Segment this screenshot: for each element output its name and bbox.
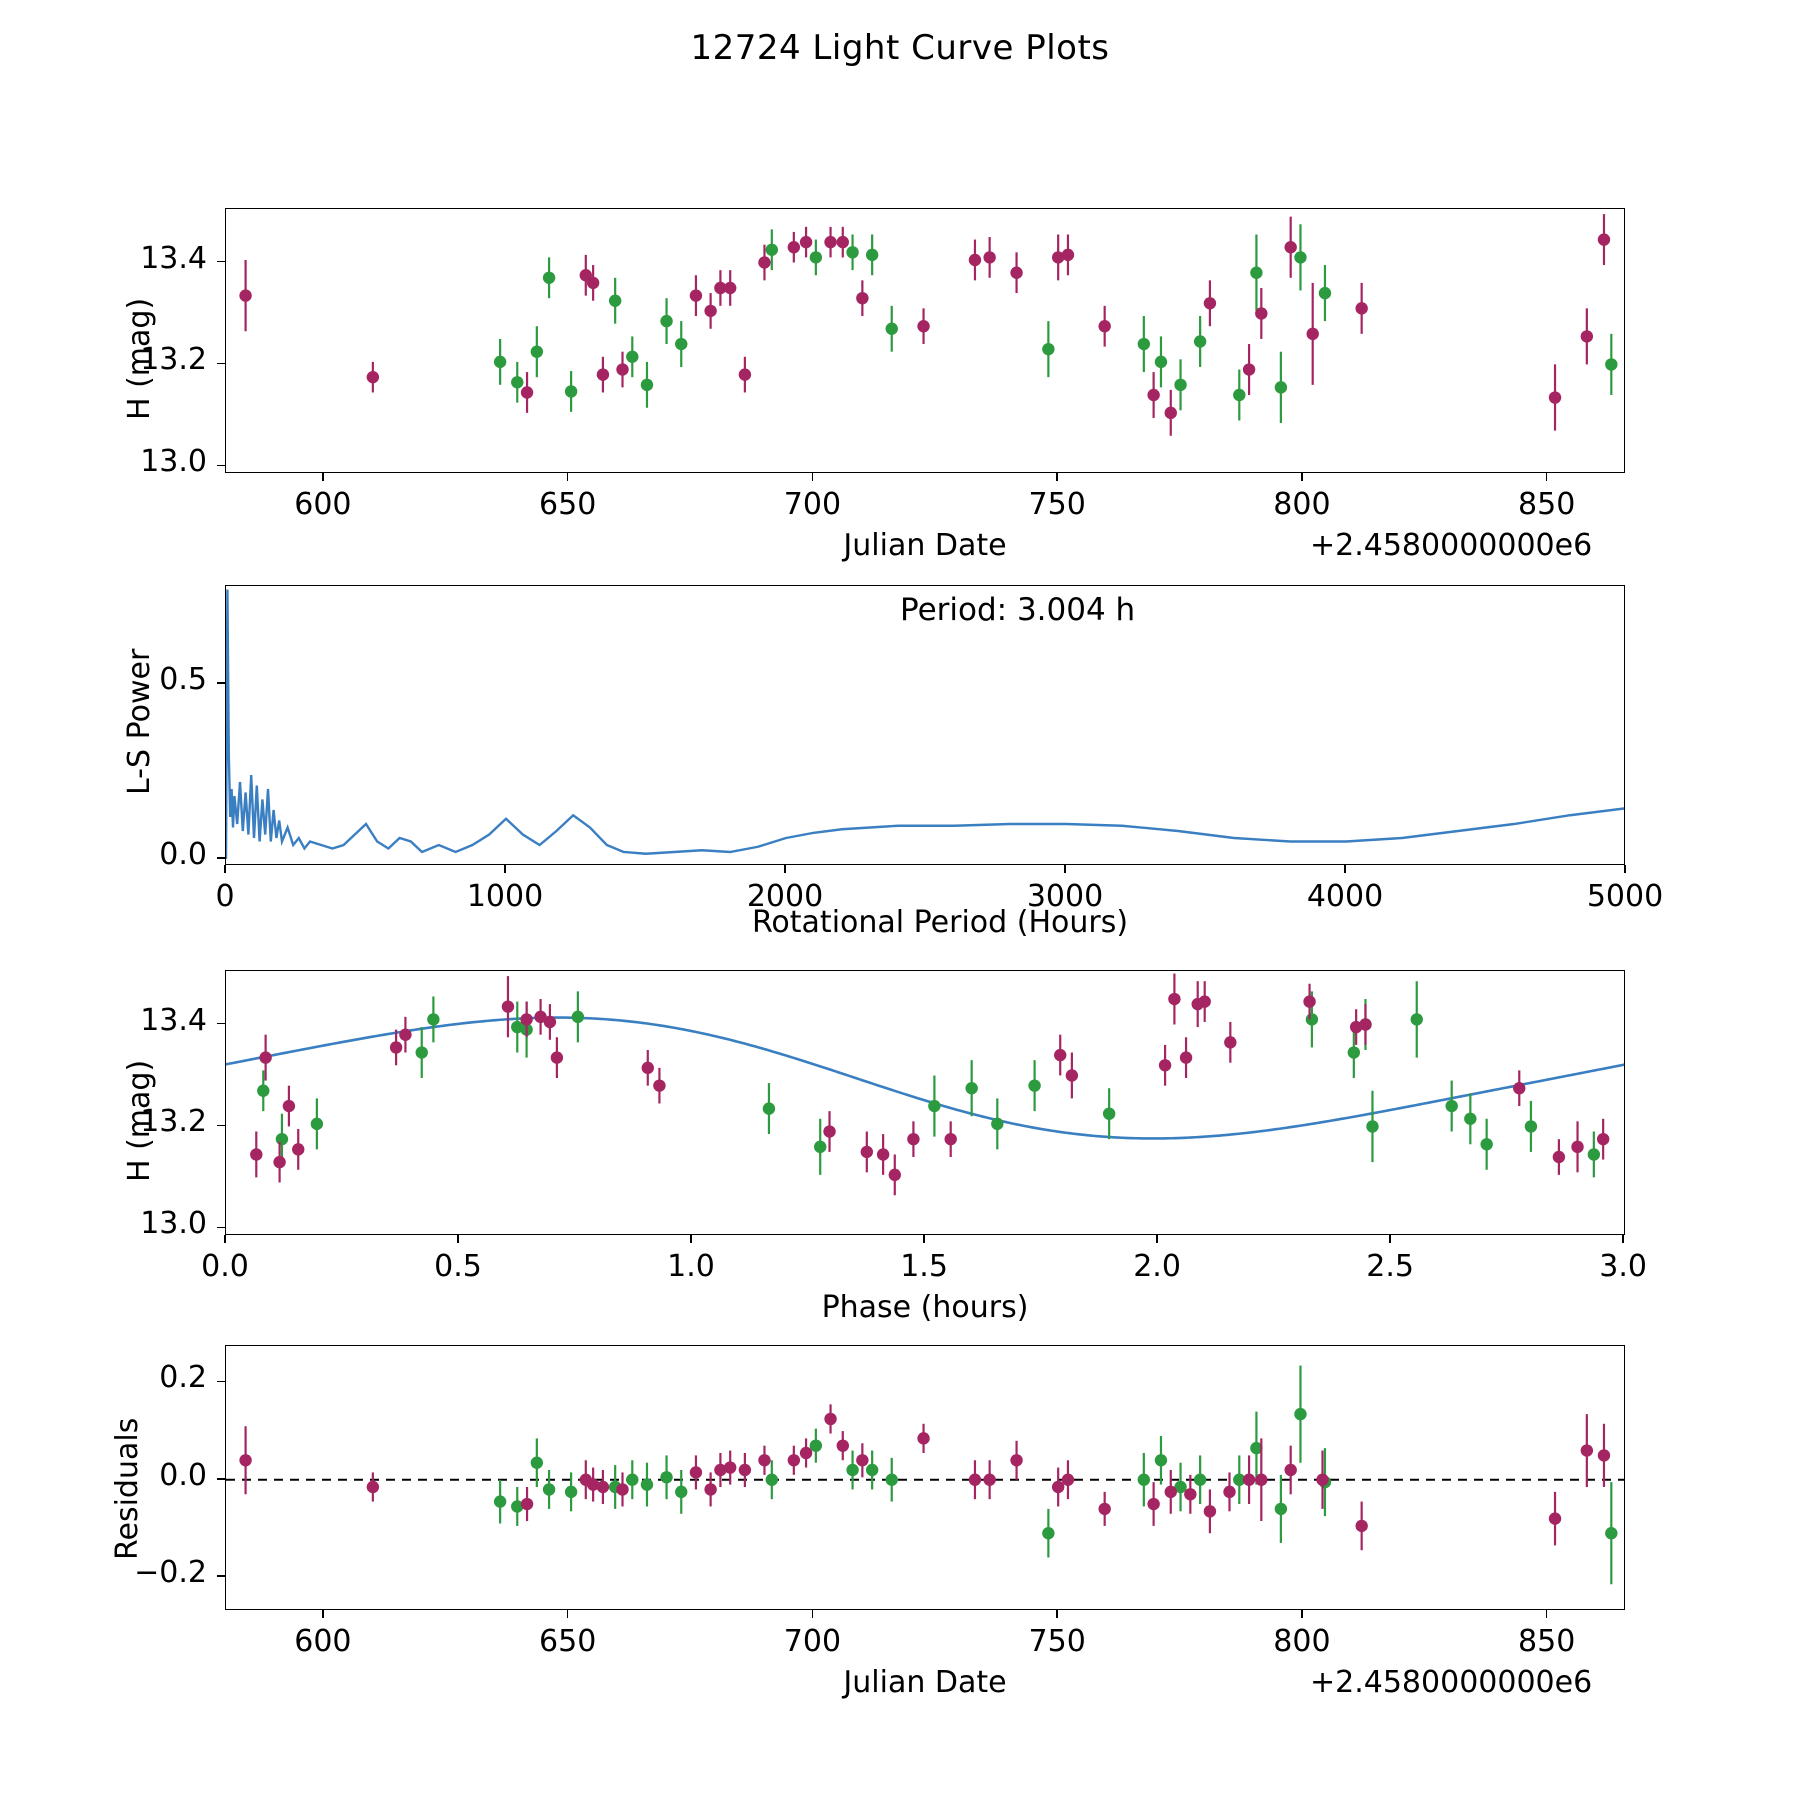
x-tick-mark: [812, 473, 814, 481]
x-tick-label: 3.0: [1599, 1249, 1647, 1284]
data-point: [1028, 1079, 1040, 1091]
data-point: [1366, 1120, 1378, 1132]
data-point: [1303, 995, 1315, 1007]
data-point: [907, 1133, 919, 1145]
x-tick-label: 850: [1518, 487, 1576, 522]
data-point: [273, 1156, 285, 1168]
data-point: [1255, 1474, 1267, 1486]
model-fit-line: [226, 1018, 1625, 1139]
data-point: [660, 315, 672, 327]
data-point: [1553, 1151, 1565, 1163]
data-point: [886, 1474, 898, 1486]
x-tick-label: 1000: [466, 879, 544, 914]
axis-label-x-residuals: Julian Date: [843, 1665, 1007, 1700]
x-tick-mark: [784, 865, 786, 873]
data-point: [1513, 1082, 1525, 1094]
y-tick-mark: [217, 1125, 225, 1127]
data-point: [886, 323, 898, 335]
data-point: [1204, 1505, 1216, 1517]
data-point: [257, 1085, 269, 1097]
data-point: [856, 292, 868, 304]
data-point: [1042, 343, 1054, 355]
x-tick-label: 750: [1028, 487, 1086, 522]
data-point: [283, 1100, 295, 1112]
x-tick-label: 600: [294, 1624, 352, 1659]
periodogram-line: [226, 590, 1625, 860]
data-point: [846, 246, 858, 258]
data-point: [642, 1062, 654, 1074]
data-point: [1066, 1069, 1078, 1081]
data-point: [739, 368, 751, 380]
y-tick-label: −0.2: [134, 1554, 207, 1590]
data-point: [1294, 1408, 1306, 1420]
x-tick-label: 0: [215, 879, 235, 914]
y-tick-label: 13.0: [140, 1206, 207, 1242]
data-point: [1155, 356, 1167, 368]
axis-label-y-residuals: Residuals: [110, 1417, 145, 1560]
data-point: [810, 251, 822, 263]
x-tick-mark: [322, 473, 324, 481]
axis-label-y-periodogram: L-S Power: [122, 648, 157, 795]
data-point: [1581, 1444, 1593, 1456]
plot-area-phase-folded: [225, 970, 1625, 1235]
periodogram-annotation: Period: 3.004 h: [900, 592, 1136, 628]
data-point: [1165, 1486, 1177, 1498]
data-point: [823, 1125, 835, 1137]
data-point: [969, 254, 981, 266]
y-tick-label: 13.0: [140, 444, 207, 480]
y-tick-mark: [217, 682, 225, 684]
data-point: [494, 1495, 506, 1507]
data-point: [965, 1082, 977, 1094]
data-point: [675, 1486, 687, 1498]
data-point: [1284, 1464, 1296, 1476]
data-point: [250, 1148, 262, 1160]
x-tick-mark: [1546, 473, 1548, 481]
y-tick-label: 0.0: [159, 1457, 207, 1493]
x-tick-label: 850: [1518, 1624, 1576, 1659]
x-tick-mark: [690, 1235, 692, 1243]
data-point: [1233, 389, 1245, 401]
data-point: [837, 1439, 849, 1451]
axis-label-x-lightcurve: Julian Date: [843, 528, 1007, 563]
y-tick-mark: [217, 363, 225, 365]
data-point: [1549, 1512, 1561, 1524]
x-tick-mark: [1622, 1235, 1624, 1243]
data-point: [1581, 330, 1593, 342]
data-series-g-band: [257, 981, 1600, 1177]
data-point: [543, 1483, 555, 1495]
x-tick-label: 700: [783, 487, 842, 522]
y-tick-mark: [217, 1227, 225, 1229]
data-point: [1147, 389, 1159, 401]
y-tick-mark: [217, 1575, 225, 1577]
data-point: [724, 282, 736, 294]
x-tick-label: 3000: [1026, 879, 1104, 914]
data-point: [311, 1118, 323, 1130]
axis-label-y-phase-folded: H (mag): [122, 1059, 157, 1182]
x-tick-mark: [457, 1235, 459, 1243]
data-series-r-band: [250, 974, 1609, 1196]
data-point: [800, 1447, 812, 1459]
data-point: [616, 363, 628, 375]
x-tick-label: 0.0: [201, 1249, 249, 1284]
data-point: [877, 1148, 889, 1160]
data-point: [1275, 381, 1287, 393]
data-point: [502, 1000, 514, 1012]
data-point: [837, 236, 849, 248]
data-point: [543, 272, 555, 284]
data-point: [626, 351, 638, 363]
data-point: [766, 1474, 778, 1486]
x-tick-mark: [224, 1235, 226, 1243]
data-series-r-band: [239, 214, 1610, 436]
data-point: [917, 320, 929, 332]
data-point: [1138, 1474, 1150, 1486]
data-point: [511, 376, 523, 388]
data-point: [856, 1454, 868, 1466]
data-point: [1155, 1454, 1167, 1466]
x-tick-mark: [923, 1235, 925, 1243]
data-point: [1198, 995, 1210, 1007]
data-point: [597, 368, 609, 380]
y-tick-label: 0.2: [159, 1360, 207, 1396]
data-point: [1255, 307, 1267, 319]
data-point: [660, 1471, 672, 1483]
data-point: [653, 1079, 665, 1091]
page-title: 12724 Light Curve Plots: [690, 28, 1110, 68]
axis-offset-lightcurve: +2.4580000000e6: [1310, 528, 1593, 563]
data-point: [1306, 1013, 1318, 1025]
data-point: [690, 289, 702, 301]
y-tick-label: 13.2: [140, 342, 207, 378]
x-tick-mark: [1344, 865, 1346, 873]
x-tick-mark: [1624, 865, 1626, 873]
data-point: [1223, 1486, 1235, 1498]
data-point: [1098, 320, 1110, 332]
x-tick-mark: [1301, 1610, 1303, 1618]
data-point: [416, 1046, 428, 1058]
plot-area-residuals: [225, 1345, 1625, 1610]
data-point: [427, 1013, 439, 1025]
x-tick-mark: [812, 1610, 814, 1618]
data-point: [788, 241, 800, 253]
data-point: [814, 1141, 826, 1153]
data-point: [494, 356, 506, 368]
panel-residuals: [225, 1345, 1625, 1610]
y-tick-mark: [217, 1381, 225, 1383]
data-point: [758, 1454, 770, 1466]
x-tick-mark: [504, 865, 506, 873]
data-point: [616, 1483, 628, 1495]
data-point: [1243, 1474, 1255, 1486]
data-point: [675, 338, 687, 350]
data-series-g-band: [494, 1365, 1618, 1584]
data-point: [641, 1478, 653, 1490]
y-tick-mark: [217, 1023, 225, 1025]
data-point: [1194, 335, 1206, 347]
data-point: [276, 1133, 288, 1145]
panel-lightcurve: [225, 208, 1625, 473]
data-point: [824, 236, 836, 248]
data-point: [399, 1029, 411, 1041]
data-point: [1316, 1474, 1328, 1486]
data-point: [1284, 241, 1296, 253]
data-point: [991, 1118, 1003, 1130]
data-point: [1243, 363, 1255, 375]
data-point: [866, 249, 878, 261]
data-point: [609, 295, 621, 307]
x-tick-label: 1.0: [667, 1249, 715, 1284]
data-point: [1307, 328, 1319, 340]
data-point: [1411, 1013, 1423, 1025]
x-tick-label: 650: [539, 1624, 597, 1659]
y-tick-label: 13.2: [140, 1104, 207, 1140]
y-tick-mark: [217, 465, 225, 467]
data-point: [724, 1461, 736, 1473]
x-tick-mark: [1546, 1610, 1548, 1618]
data-point: [1062, 1474, 1074, 1486]
data-point: [626, 1474, 638, 1486]
data-point: [390, 1041, 402, 1053]
data-point: [824, 1413, 836, 1425]
data-point: [565, 1486, 577, 1498]
data-point: [846, 1464, 858, 1476]
data-point: [1138, 338, 1150, 350]
data-point: [1042, 1527, 1054, 1539]
x-tick-label: 800: [1273, 487, 1331, 522]
y-tick-label: 0.0: [159, 837, 207, 872]
data-point: [520, 1013, 532, 1025]
data-point: [788, 1454, 800, 1466]
x-tick-label: 700: [783, 1624, 842, 1659]
data-point: [1598, 233, 1610, 245]
data-point: [565, 385, 577, 397]
data-point: [572, 1011, 584, 1023]
data-point: [1355, 1520, 1367, 1532]
x-tick-label: 800: [1273, 1624, 1331, 1659]
x-tick-mark: [1301, 473, 1303, 481]
data-point: [521, 386, 533, 398]
data-point: [1165, 407, 1177, 419]
data-point: [1062, 249, 1074, 261]
x-tick-mark: [224, 865, 226, 873]
data-point: [1294, 251, 1306, 263]
data-point: [1194, 1474, 1206, 1486]
data-point: [1180, 1051, 1192, 1063]
data-point: [945, 1133, 957, 1145]
data-point: [531, 1456, 543, 1468]
data-point: [292, 1143, 304, 1155]
data-point: [1098, 1503, 1110, 1515]
x-tick-label: 750: [1028, 1624, 1086, 1659]
data-point: [889, 1169, 901, 1181]
data-point: [1605, 1527, 1617, 1539]
data-point: [1147, 1498, 1159, 1510]
data-point: [1348, 1046, 1360, 1058]
y-tick-label: 13.4: [140, 1002, 207, 1038]
data-point: [1571, 1141, 1583, 1153]
data-point: [367, 371, 379, 383]
x-tick-mark: [567, 473, 569, 481]
data-point: [800, 236, 812, 248]
data-point: [531, 345, 543, 357]
data-point: [704, 305, 716, 317]
x-tick-label: 2.5: [1366, 1249, 1414, 1284]
y-tick-mark: [217, 261, 225, 263]
data-point: [1010, 267, 1022, 279]
axis-label-x-phase-folded: Phase (hours): [821, 1290, 1029, 1325]
data-point: [758, 256, 770, 268]
data-point: [983, 1474, 995, 1486]
data-point: [690, 1466, 702, 1478]
data-point: [1525, 1120, 1537, 1132]
y-tick-mark: [217, 857, 225, 859]
x-tick-label: 5000: [1586, 879, 1664, 914]
data-point: [1480, 1138, 1492, 1150]
data-point: [1549, 391, 1561, 403]
x-tick-label: 4000: [1306, 879, 1384, 914]
data-point: [983, 251, 995, 263]
data-point: [239, 1454, 251, 1466]
data-point: [1597, 1133, 1609, 1145]
data-point: [1359, 1018, 1371, 1030]
x-tick-label: 1.5: [900, 1249, 948, 1284]
data-point: [239, 289, 251, 301]
y-tick-mark: [217, 1478, 225, 1480]
x-tick-mark: [1056, 473, 1058, 481]
data-point: [367, 1481, 379, 1493]
axis-label-y-lightcurve: H (mag): [122, 297, 157, 420]
axis-offset-residuals: +2.4580000000e6: [1310, 1665, 1593, 1700]
x-tick-label: 600: [294, 487, 352, 522]
data-point: [544, 1016, 556, 1028]
data-point: [766, 244, 778, 256]
data-point: [1588, 1148, 1600, 1160]
y-tick-label: 13.4: [140, 240, 207, 276]
x-tick-label: 0.5: [434, 1249, 482, 1284]
axis-label-x-periodogram: Rotational Period (Hours): [751, 905, 1129, 940]
data-point: [1275, 1503, 1287, 1515]
data-point: [1204, 297, 1216, 309]
x-tick-mark: [1064, 865, 1066, 873]
x-tick-mark: [322, 1610, 324, 1618]
data-point: [739, 1464, 751, 1476]
x-tick-mark: [1056, 1610, 1058, 1618]
data-point: [1319, 287, 1331, 299]
panel-phase-folded: [225, 970, 1625, 1235]
data-point: [259, 1051, 271, 1063]
data-point: [704, 1483, 716, 1495]
data-point: [1168, 993, 1180, 1005]
x-tick-mark: [1156, 1235, 1158, 1243]
data-point: [551, 1051, 563, 1063]
data-point: [1224, 1036, 1236, 1048]
data-point: [1184, 1488, 1196, 1500]
data-point: [1174, 379, 1186, 391]
x-tick-mark: [567, 1610, 569, 1618]
x-tick-label: 2.0: [1133, 1249, 1181, 1284]
data-point: [1159, 1059, 1171, 1071]
data-point: [597, 1481, 609, 1493]
x-tick-mark: [1389, 1235, 1391, 1243]
data-point: [969, 1474, 981, 1486]
data-point: [861, 1146, 873, 1158]
plot-area-lightcurve: [225, 208, 1625, 473]
data-point: [1605, 358, 1617, 370]
data-point: [1103, 1107, 1115, 1119]
data-series-r-band: [239, 1404, 1610, 1550]
data-point: [928, 1100, 940, 1112]
data-point: [866, 1464, 878, 1476]
data-point: [521, 1498, 533, 1510]
x-tick-label: 650: [539, 487, 597, 522]
data-point: [917, 1432, 929, 1444]
data-point: [1010, 1454, 1022, 1466]
data-point: [587, 277, 599, 289]
data-point: [1054, 1049, 1066, 1061]
y-tick-label: 0.5: [159, 662, 207, 697]
data-point: [763, 1102, 775, 1114]
data-point: [1445, 1100, 1457, 1112]
data-point: [1464, 1113, 1476, 1125]
data-point: [1598, 1449, 1610, 1461]
data-point: [1355, 302, 1367, 314]
data-point: [1250, 267, 1262, 279]
data-point: [641, 379, 653, 391]
x-tick-label: 2000: [746, 879, 824, 914]
